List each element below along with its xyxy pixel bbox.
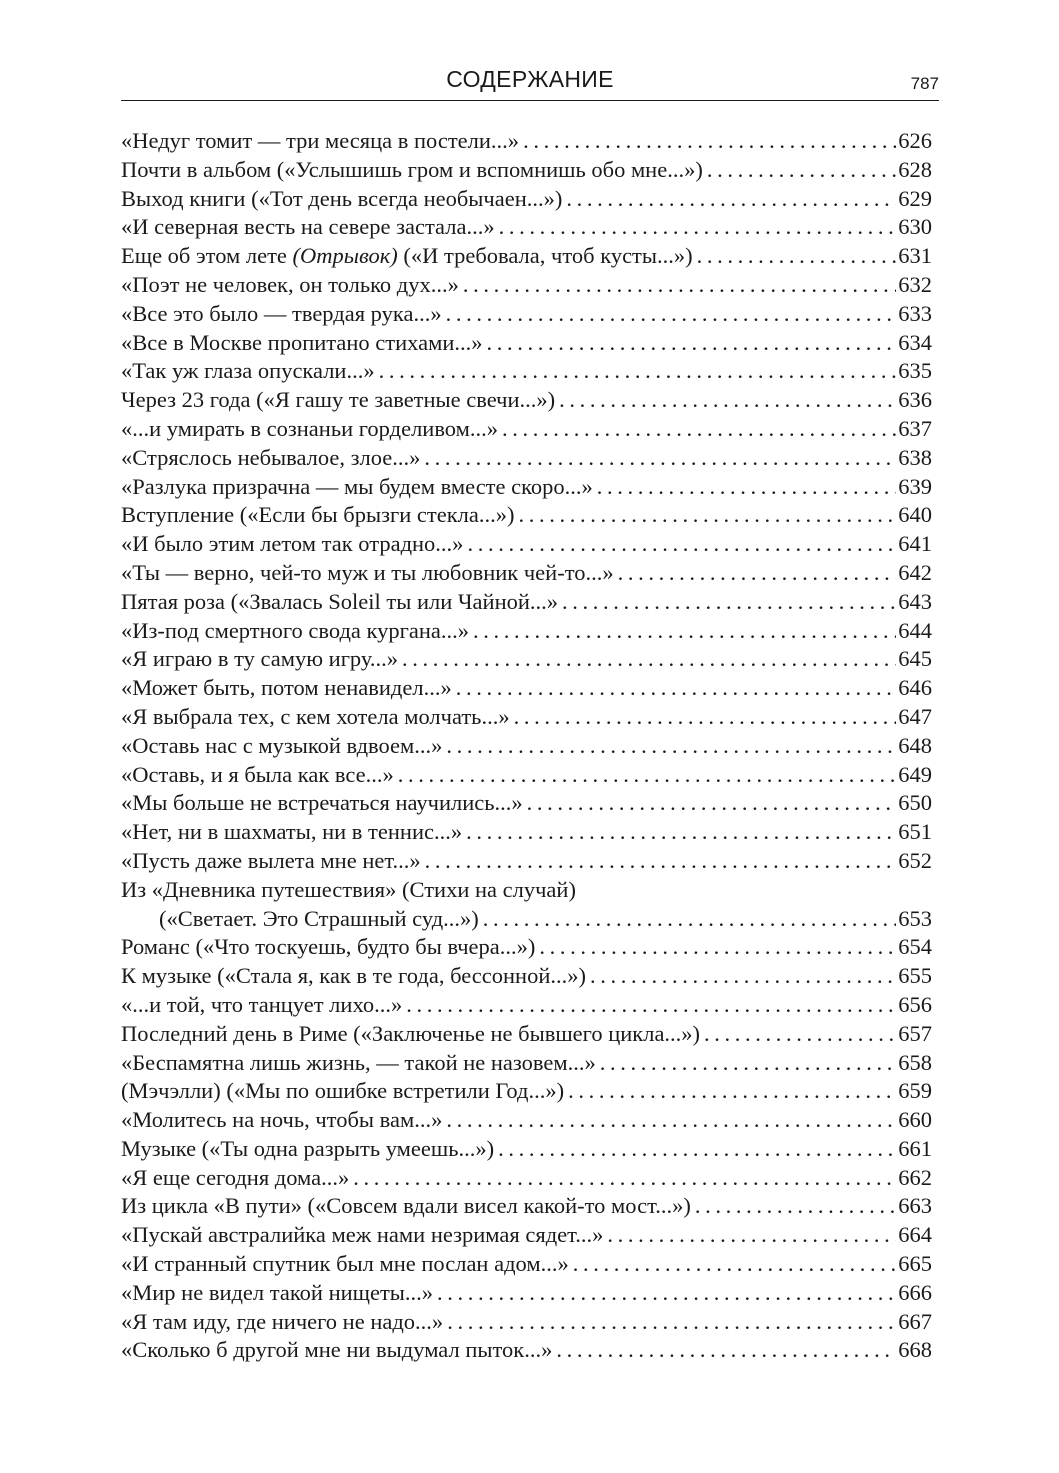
dot-leader (573, 1250, 897, 1279)
toc-entry-page: 639 (898, 473, 932, 499)
toc-entry-page: 664 (898, 1222, 932, 1248)
toc-entry-page: 653 (898, 905, 932, 931)
dot-leader (473, 617, 896, 646)
toc-entry-title-part: («И требовала, чтоб кусты...») (397, 243, 693, 269)
toc-entry-title: «Я еще сегодня дома...» (121, 1164, 350, 1190)
dot-leader (398, 761, 896, 790)
dot-leader (539, 933, 896, 962)
toc-entry-page: 635 (898, 358, 932, 384)
toc-entry-page: 628 (898, 156, 932, 182)
toc-entry-title: Через 23 года («Я гашу те заветные свечи...») (121, 387, 556, 413)
dot-leader (379, 357, 897, 386)
toc-entry (121, 1221, 932, 1250)
toc-entry (121, 386, 932, 415)
toc-entry-page: 636 (898, 387, 932, 413)
toc-entry-title: Пятая роза («Звалась Soleil ты или Чайной...» (121, 588, 559, 614)
page-title: СОДЕРЖАНИЕ (446, 66, 614, 92)
dot-leader (707, 156, 896, 185)
toc-entry-title-italic: (Отрывок) (292, 243, 398, 269)
dot-leader (402, 645, 896, 674)
toc-entry (121, 213, 932, 242)
toc-entry-page: 656 (898, 991, 932, 1017)
toc-entry-title: «И странный спутник был мне послан адом...» (121, 1251, 569, 1277)
toc-entry-page: 666 (898, 1279, 932, 1305)
toc-entry (121, 588, 932, 617)
toc-entry-page: 629 (898, 185, 932, 211)
dot-leader (697, 242, 897, 271)
dot-leader (456, 674, 897, 703)
toc-entry-page: 634 (898, 329, 932, 355)
toc-entry-page: 648 (898, 732, 932, 758)
dot-leader (446, 1106, 896, 1135)
dot-leader (487, 329, 897, 358)
toc-entry-page: 654 (898, 934, 932, 960)
toc-entry (121, 674, 932, 703)
toc-entry (121, 905, 932, 934)
toc-entry-title: «Все это было — твердая рука...» (121, 300, 442, 326)
toc-entry-title: «Так уж глаза опускали...» (121, 358, 375, 384)
toc-entry-page: 659 (898, 1078, 932, 1104)
toc-entry-title: Из «Дневника путешествия» (Стихи на случай) (121, 876, 576, 902)
toc-entry-title: («Светает. Это Страшный суд...») (159, 905, 479, 931)
toc-entry-page: 651 (898, 819, 932, 845)
toc-entry-title: Музыке («Ты одна разрыть умеешь...») (121, 1135, 495, 1161)
toc-entry (121, 415, 932, 444)
dot-leader (597, 473, 896, 502)
toc-entry-title: «Я выбрала тех, с кем хотела молчать...» (121, 703, 510, 729)
toc-entry-page: 667 (898, 1308, 932, 1334)
toc-entry-title: «Пусть даже вылета мне нет...» (121, 847, 421, 873)
toc-entry (121, 991, 932, 1020)
dot-leader (424, 444, 896, 473)
dot-leader (514, 703, 897, 732)
toc-entry-page: 626 (898, 128, 932, 153)
toc-entry-title (121, 242, 693, 271)
toc-entry (121, 617, 932, 646)
toc-entry-page: 637 (898, 415, 932, 441)
toc-entry-title: Вступление («Если бы брызги стекла...») (121, 502, 515, 528)
toc-entry-title: «Поэт не человек, он только дух...» (121, 271, 459, 297)
dot-leader (447, 1308, 896, 1337)
dot-leader (483, 905, 896, 934)
toc-entry (121, 789, 932, 818)
toc-entry (121, 156, 932, 185)
toc-entry (121, 473, 932, 502)
dot-leader (467, 530, 896, 559)
toc-entry (121, 645, 932, 674)
toc-entry-page: 649 (898, 761, 932, 787)
toc-entry (121, 300, 932, 329)
toc-entry-page: 641 (898, 531, 932, 557)
toc-entry-title: «Ты — верно, чей-то муж и ты любовник чей-то...» (121, 559, 614, 585)
dot-leader (425, 847, 897, 876)
toc-entry (121, 1192, 932, 1221)
toc-entry-title: «Я там иду, где ничего не надо...» (121, 1308, 444, 1334)
toc-entry-title: «Молитесь на ночь, чтобы вам...» (121, 1107, 443, 1133)
toc-entry-title: «Из-под смертного свода кургана...» (121, 617, 470, 643)
toc-entry (121, 271, 932, 300)
toc-entry (121, 1135, 932, 1164)
toc-entry (121, 357, 932, 386)
dot-leader (463, 271, 896, 300)
toc-entry (121, 185, 932, 214)
toc-entry-title-part: Еще об этом лете (121, 243, 293, 269)
toc-entry-page: 655 (898, 963, 932, 989)
dot-leader (437, 1279, 896, 1308)
toc-entry-page: 640 (898, 502, 932, 528)
toc-entry (121, 530, 932, 559)
toc-entry (121, 1336, 932, 1365)
toc-entry-title: Из цикла «В пути» («Совсем вдали висел какой-то мост...») (121, 1193, 691, 1219)
toc-entry-page: 644 (898, 617, 932, 643)
table-of-contents (121, 127, 932, 1365)
toc-entry (121, 1020, 932, 1049)
toc-entry-page: 645 (898, 646, 932, 672)
toc-entry-page: 660 (898, 1107, 932, 1133)
toc-entry (121, 1250, 932, 1279)
toc-entry-page: 663 (898, 1193, 932, 1219)
toc-entry-title: Почти в альбом («Услышишь гром и вспомнишь обо мне...») (121, 156, 703, 182)
toc-entry-page: 647 (898, 703, 932, 729)
toc-entry (121, 732, 932, 761)
toc-entry (121, 847, 932, 876)
toc-entry-page: 652 (898, 847, 932, 873)
dot-leader (704, 1020, 896, 1049)
toc-entry (121, 962, 932, 991)
toc-entry-title: «Мы больше не встречаться научились...» (121, 790, 523, 816)
dot-leader (556, 1336, 896, 1365)
toc-entry (121, 127, 932, 156)
toc-entry-title: «Оставь нас с музыкой вдвоем...» (121, 732, 443, 758)
dot-leader (406, 991, 896, 1020)
toc-entry-title: «Сколько б другой мне ни выдумал пыток...» (121, 1337, 553, 1363)
toc-entry (121, 761, 932, 790)
toc-entry (121, 1308, 932, 1337)
toc-entry-title: «И было этим летом так отрадно...» (121, 531, 464, 557)
toc-entry (121, 329, 932, 358)
toc-entry-page: 643 (898, 588, 932, 614)
toc-entry-title: «Все в Москве пропитано стихами...» (121, 329, 483, 355)
dot-leader (446, 300, 897, 329)
dot-leader (600, 1049, 896, 1078)
toc-entry-page: 657 (898, 1020, 932, 1046)
toc-entry (121, 559, 932, 588)
toc-entry-title: «И северная весть на севере застала...» (121, 214, 495, 240)
page-number: 787 (910, 74, 939, 93)
toc-entry-page: 642 (898, 559, 932, 585)
toc-entry-page: 665 (898, 1251, 932, 1277)
dot-leader (562, 588, 896, 617)
toc-entry-title: «Нет, ни в шахматы, ни в теннис...» (121, 819, 463, 845)
dot-leader (568, 1077, 896, 1106)
toc-entry-page: 632 (898, 271, 932, 297)
toc-entry-page: 658 (898, 1049, 932, 1075)
toc-entry (121, 933, 932, 962)
toc-entry (121, 703, 932, 732)
dot-leader (518, 501, 896, 530)
dot-leader (499, 213, 897, 242)
toc-entry-title: «Стряслось небывалое, злое...» (121, 444, 421, 470)
toc-entry-title: «Разлука призрачна — мы будем вместе скоро...» (121, 473, 593, 499)
dot-leader (527, 789, 897, 818)
toc-entry (121, 444, 932, 473)
toc-entry-page: 650 (898, 790, 932, 816)
toc-entry-title: Последний день в Риме («Заключенье не бывшего цикла...») (121, 1020, 701, 1046)
dot-leader (498, 1135, 896, 1164)
toc-entry-page: 633 (898, 300, 932, 326)
dot-leader (353, 1164, 896, 1193)
toc-entry-page: 662 (898, 1164, 932, 1190)
toc-entry (121, 501, 932, 530)
toc-entry (121, 1049, 932, 1078)
toc-entry (121, 1077, 932, 1106)
dot-leader (523, 127, 896, 156)
dot-leader (618, 559, 897, 588)
toc-entry-title: Романс («Что тоскуешь, будто бы вчера...») (121, 934, 536, 960)
dot-leader (466, 818, 896, 847)
toc-entry-page: 668 (898, 1337, 932, 1363)
dot-leader (559, 386, 896, 415)
toc-entry (121, 1164, 932, 1193)
toc-entry-title: «...и умирать в сознаньи горделивом...» (121, 415, 498, 441)
dot-leader (607, 1221, 896, 1250)
dot-leader (590, 962, 896, 991)
page-header (121, 62, 939, 101)
toc-entry-title: «...и той, что танцует лихо...» (121, 991, 403, 1017)
dot-leader (446, 732, 896, 761)
toc-entry-title: «Пускай австралийка меж нами незримая сядет...» (121, 1222, 604, 1248)
toc-entry-page: 631 (898, 243, 932, 269)
toc-entry-title: К музыке («Стала я, как в те года, бессонной...») (121, 963, 586, 989)
toc-entry-page: 630 (898, 214, 932, 240)
toc-entry-title: «Я играю в ту самую игру...» (121, 646, 398, 672)
toc-entry (121, 818, 932, 847)
toc-entry-title: «Может быть, потом ненавидел...» (121, 675, 452, 701)
toc-entry-page: 661 (898, 1135, 932, 1161)
toc-entry-title: (Мэчэлли) («Мы по ошибке встретили Год...») (121, 1078, 565, 1104)
toc-entry-page: 638 (898, 444, 932, 470)
toc-entry-title: Выход книги («Тот день всегда необычаен...») (121, 185, 563, 211)
dot-leader (695, 1192, 896, 1221)
toc-entry-title: «Оставь, и я была как все...» (121, 761, 394, 787)
toc-entry (121, 876, 932, 905)
toc-entry-title: «Мир не видел такой нищеты...» (121, 1279, 434, 1305)
toc-entry (121, 242, 932, 271)
toc-entry-title: «Недуг томит — три месяца в постели...» (121, 128, 520, 153)
toc-entry (121, 1106, 932, 1135)
toc-entry (121, 1279, 932, 1308)
toc-entry-title: «Беспамятна лишь жизнь, — такой не назовем...» (121, 1049, 596, 1075)
dot-leader (502, 415, 896, 444)
toc-entry-page: 646 (898, 675, 932, 701)
dot-leader (566, 185, 896, 214)
